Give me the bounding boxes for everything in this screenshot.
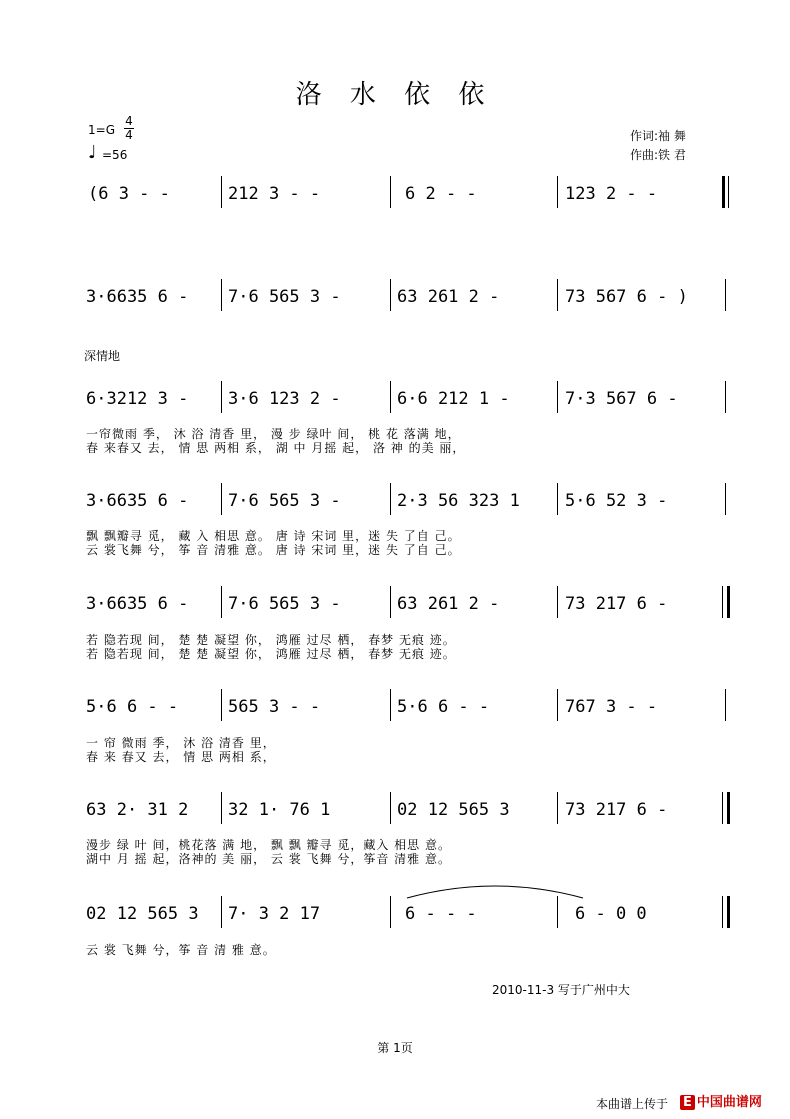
measure: 02 12 565 3 — [397, 800, 510, 820]
logo-mark-icon: E — [680, 1095, 695, 1110]
measure: 3·6635 6 - — [86, 491, 189, 511]
lyric-line: 一 帘 微雨 季， 沐 浴 清香 里， — [86, 736, 276, 750]
measure: 6·3212 3 - — [86, 389, 189, 409]
lyric-line: 云 裳飞舞 兮， 筝 音 清雅 意。 唐 诗 宋词 里，迷 失 了自 己。 — [86, 543, 461, 557]
measure: 02 12 565 3 — [86, 904, 199, 924]
measure: 212 3 - - — [228, 184, 321, 204]
measure: 73 567 6 - ) — [565, 287, 688, 307]
page-number: 第 1页 — [377, 1041, 413, 1055]
measure: 7·6 565 3 - — [228, 491, 341, 511]
lyric-line: 春 来春又 去， 情 思 两相 系， 湖 中 月摇 起， 洛 神 的美 丽， — [86, 441, 466, 455]
lyric-line: 漫步 绿 叶 间，桃花落 满 地， 飘 飘 瓣寻 觅，藏入 相思 意。 — [86, 838, 451, 852]
measure: 5·6 6 - - — [397, 697, 490, 717]
lyricist-credit: 作词:袖 舞 — [630, 129, 686, 143]
lyric-line: 一帘微雨 季， 沐 浴 清香 里， 漫 步 绿叶 间， 桃 花 落满 地， — [86, 427, 461, 441]
measure: 6 - 0 0 — [575, 904, 647, 924]
measure: 73 217 6 - — [565, 594, 668, 614]
measure: (6 3 - - — [88, 184, 170, 204]
lyric-line: 飘 飘瓣寻 觅， 藏 入 相思 意。 唐 诗 宋词 里，迷 失 了自 己。 — [86, 529, 461, 543]
bar-line — [221, 176, 222, 208]
lyric-line: 湖中 月 摇 起，洛神的 美 丽， 云 裳 飞舞 兮，筝音 清雅 意。 — [86, 852, 451, 866]
repeat-end-bar — [727, 586, 730, 618]
repeat-start-bar — [722, 176, 725, 208]
measure: 7·3 567 6 - — [565, 389, 678, 409]
tempo-marking: =56 — [102, 148, 128, 162]
bar-line — [390, 176, 391, 208]
bar-line — [557, 176, 558, 208]
measure: 6 - - - — [405, 904, 477, 924]
measure: 7·6 565 3 - — [228, 594, 341, 614]
lyric-line: 若 隐若现 间， 楚 楚 凝望 你， 鸿雁 过尽 栖， 春梦 无痕 迹。 — [86, 633, 456, 647]
composer-credit: 作曲:铁 君 — [630, 148, 686, 162]
expression-marking: 深情地 — [84, 349, 121, 363]
measure: 3·6 123 2 - — [228, 389, 341, 409]
lyric-line: 云 裳 飞舞 兮，筝 音 清 雅 意。 — [86, 943, 276, 957]
measure: 63 261 2 - — [397, 287, 500, 307]
measure: 63 261 2 - — [397, 594, 500, 614]
measure: 5·6 52 3 - — [565, 491, 668, 511]
time-signature: 4 4 — [125, 114, 133, 142]
bar-line — [728, 176, 729, 208]
measure: 767 3 - - — [565, 697, 658, 717]
measure: 5·6 6 - - — [86, 697, 179, 717]
measure: 6 2 - - — [405, 184, 477, 204]
final-bar — [727, 896, 730, 928]
site-logo[interactable]: E 中国曲谱网 — [680, 1091, 762, 1110]
page-title: 洛 水 依 依 — [295, 80, 495, 110]
measure: 3·6635 6 - — [86, 594, 189, 614]
measure: 7·6 565 3 - — [228, 287, 341, 307]
upload-notice: 本曲谱上传于 — [596, 1097, 669, 1111]
measure: 123 2 - - — [565, 184, 658, 204]
measure: 63 2· 31 2 — [86, 800, 189, 820]
measure: 3·6635 6 - — [86, 287, 189, 307]
lyric-line: 春 来 春又 去， 情 思 两相 系， — [86, 750, 276, 764]
measure: 7· 3 2 17 — [228, 904, 321, 924]
slur-arc — [405, 880, 585, 900]
measure: 565 3 - - — [228, 697, 321, 717]
composition-date: 2010-11-3 写于广州中大 — [492, 983, 630, 997]
measure: 32 1· 76 1 — [228, 800, 331, 820]
lyric-line: 若 隐若现 间， 楚 楚 凝望 你， 鸿雁 过尽 栖， 春梦 无痕 迹。 — [86, 647, 456, 661]
measure: 6·6 212 1 - — [397, 389, 510, 409]
measure: 2·3 56 323 1 — [397, 491, 520, 511]
measure: 73 217 6 - — [565, 800, 668, 820]
quarter-note-icon: ♩ — [88, 142, 97, 163]
key-signature: 1=G — [88, 123, 115, 137]
